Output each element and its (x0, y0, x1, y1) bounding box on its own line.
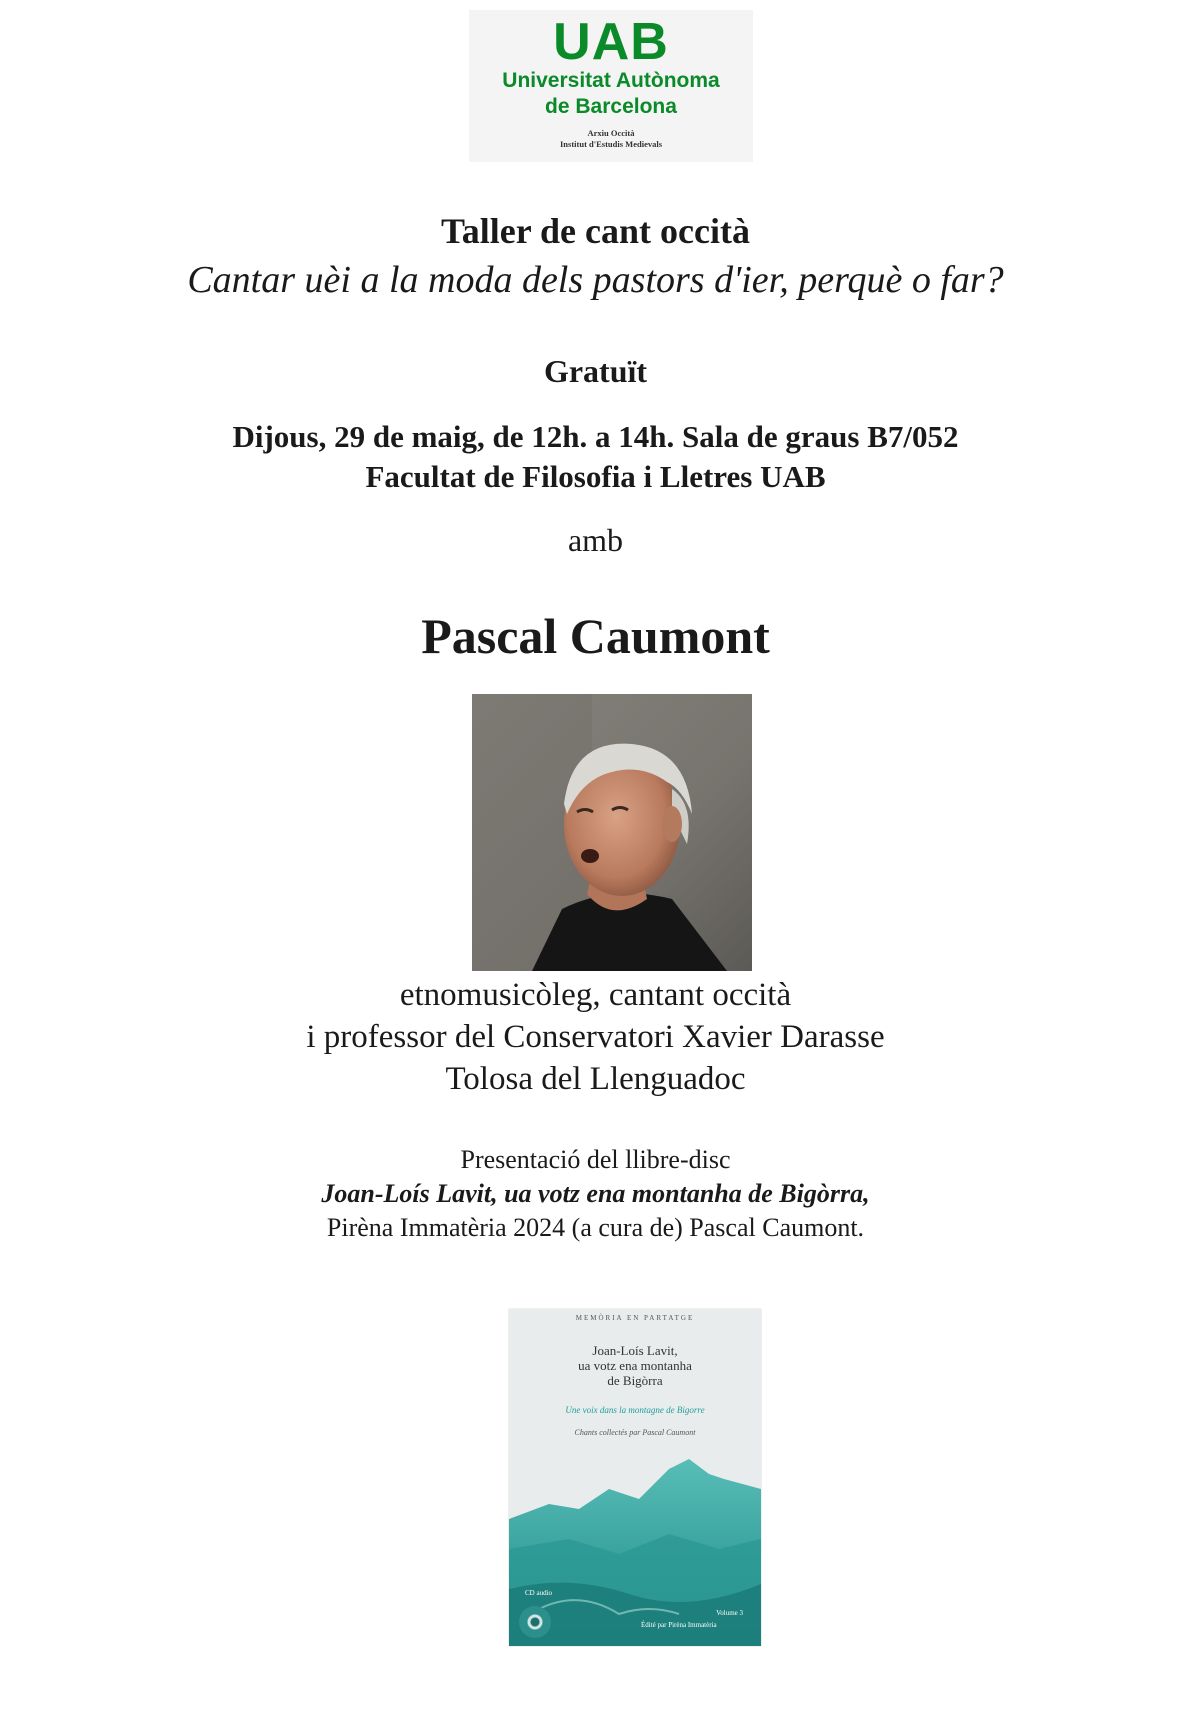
book-volume: Volume 3 (716, 1609, 743, 1617)
presentation-publisher: Pirèna Immatèria 2024 (a cura de) Pascal Caumont. (326, 1213, 865, 1242)
book-title-text: Joan-Loís Lavit, ua votz ena montanha de Bigòrra (321, 1179, 864, 1208)
book-cover-title-2: ua votz ena montanha (578, 1358, 692, 1373)
speaker-name: Pascal Caumont (421, 608, 770, 664)
book-cover-image (509, 1309, 761, 1646)
book-series: MEMÒRIA EN PARTATGE (575, 1314, 695, 1322)
book-title-comma: , (863, 1179, 870, 1208)
event-with: amb (567, 522, 624, 558)
cd-disc-icon (519, 1606, 551, 1638)
logo-acronym: UAB (553, 13, 669, 71)
logo-dept-line1: Arxiu Occità (587, 128, 635, 138)
event-venue: Facultat de Filosofia i Lletres UAB (365, 459, 826, 494)
book-cover-title-3: de Bigòrra (607, 1373, 663, 1388)
book-cd-label: CD audio (525, 1589, 553, 1597)
book-cover-subtitle: Une voix dans la montagne de Bigorre (565, 1405, 705, 1415)
presentation-book-title (0, 1179, 1191, 1209)
uab-logo (469, 10, 753, 162)
event-date-location: Dijous, 29 de maig, de 12h. a 14h. Sala de graus B7/052 (232, 419, 959, 454)
presentation-intro: Presentació del llibre-disc (460, 1145, 731, 1174)
logo-dept-line2: Institut d'Estudis Medievals (559, 139, 663, 149)
event-price: Gratuït (543, 353, 648, 389)
event-subtitle: Cantar uèi a la moda dels pastors d'ier, perquè o far? (187, 259, 1004, 301)
speaker-photo (472, 694, 752, 971)
event-title: Taller de cant occità (441, 211, 750, 251)
bio-line-3: Tolosa del Llenguadoc (445, 1061, 746, 1097)
book-cover-credit: Chants collectés par Pascal Caumont (574, 1428, 696, 1437)
bio-line-1: etnomusicòleg, cantant occità (399, 977, 792, 1013)
bio-line-2: i professor del Conservatori Xavier Darasse (306, 1019, 885, 1055)
book-publisher: Édité par Pirèna Immatèria (641, 1621, 717, 1629)
book-cover-title-1: Joan-Loís Lavit, (592, 1343, 678, 1358)
logo-name-line2: de Barcelona (545, 95, 677, 118)
logo-name-line1: Universitat Autònoma (502, 69, 720, 92)
